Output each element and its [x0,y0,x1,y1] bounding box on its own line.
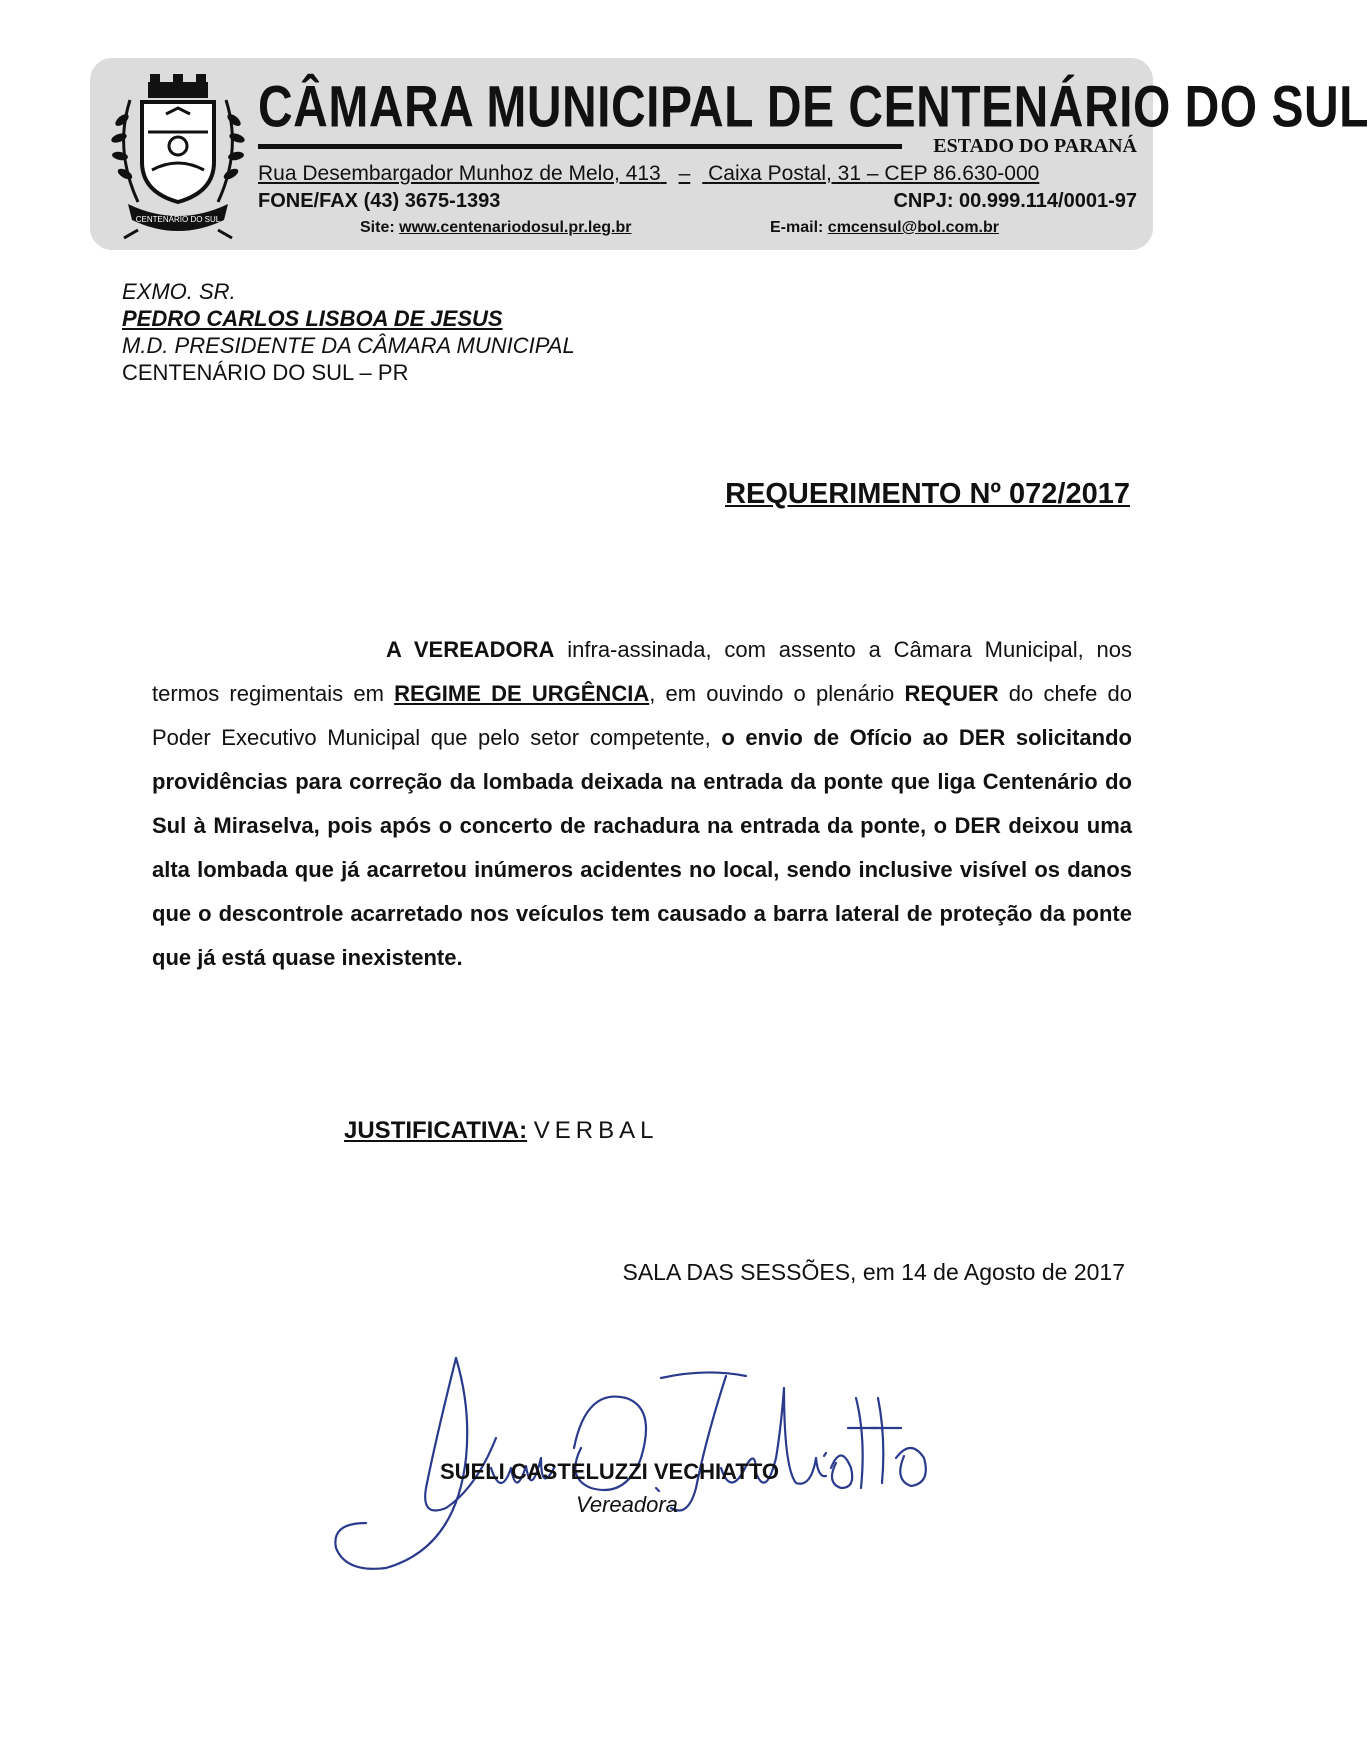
email-link[interactable]: cmcensul@bol.com.br [827,219,999,236]
site-label: Site: [360,219,395,236]
justification-label: JUSTIFICATIVA: [344,1117,528,1144]
body-request-detail: o envio de Ofício ao DER solicitando providências para correção da lombada deixada na entrada da ponte que liga Centenário do Sul à Miraselva, pois após o concerto de rachadura na entrada da ponte, o DER deixou uma alta lombada que já acarretou inúmeros acidentes no local, sendo inclusive visível os danos que o descontrole acarretado nos veículos tem causado a barra lateral de proteção da ponte que já está quase inexistente. [152,725,1132,970]
signer-role: Vereadora [576,1492,678,1517]
body-urgency: REGIME DE URGÊNCIA [394,681,650,706]
recipient-location: CENTENÁRIO DO SUL – PR [122,360,409,385]
state-name: ESTADO DO PARANÁ [933,135,1137,157]
phone-fax: FONE/FAX (43) 3675-1393 [258,190,501,212]
session-date: SALA DAS SESSÕES, em 14 de Agosto de 2017 [622,1259,1125,1285]
website [360,219,631,237]
request-body [152,628,1132,980]
address-cep: CEP 86.630-000 [884,162,1040,185]
body-text-2: , em ouvindo o plenário [649,681,905,706]
postal-address [258,162,1138,186]
document-title: REQUERIMENTO Nº 072/2017 [725,478,1130,510]
site-link[interactable]: www.centenariodosul.pr.leg.br [399,219,632,236]
letterhead-rule [258,144,902,149]
crest-ribbon-text: CENTENÁRIO DO SUL [135,215,221,224]
body-requer: REQUER [904,681,999,706]
body-text-1: infra-assinada, com assento a Câmara Municipal, nos termos regimentais em [152,637,1132,706]
email-label: E-mail: [770,219,824,236]
email [770,219,999,237]
address-dash: – [866,162,879,185]
body-text-3: do chefe do Poder Executivo Municipal que pelo setor competente, [152,681,1132,750]
recipient-title: M.D. PRESIDENTE DA CÂMARA MUNICIPAL [122,333,575,358]
address-dash: – [678,162,691,185]
signer-name: SUELI CASTELUZZI VECHIATTO [440,1459,779,1484]
letterhead [90,58,1369,250]
body-subject: A VEREADORA [386,637,555,662]
addressee-block [122,278,575,386]
justification-value: VERBAL [533,1117,659,1144]
institution-name: CÂMARA MUNICIPAL DE CENTENÁRIO DO SUL [258,75,1369,140]
salutation: EXMO. SR. [122,279,236,304]
cnpj-number: CNPJ: 00.999.114/0001-97 [893,190,1137,212]
address-postal-box: Caixa Postal, 31 [708,162,862,185]
address-street: Rua Desembargador Munhoz de Melo, 413 [258,162,661,185]
justification [344,1117,659,1145]
recipient-name: PEDRO CARLOS LISBOA DE JESUS [122,306,503,331]
municipal-coat-of-arms-icon [108,70,248,240]
